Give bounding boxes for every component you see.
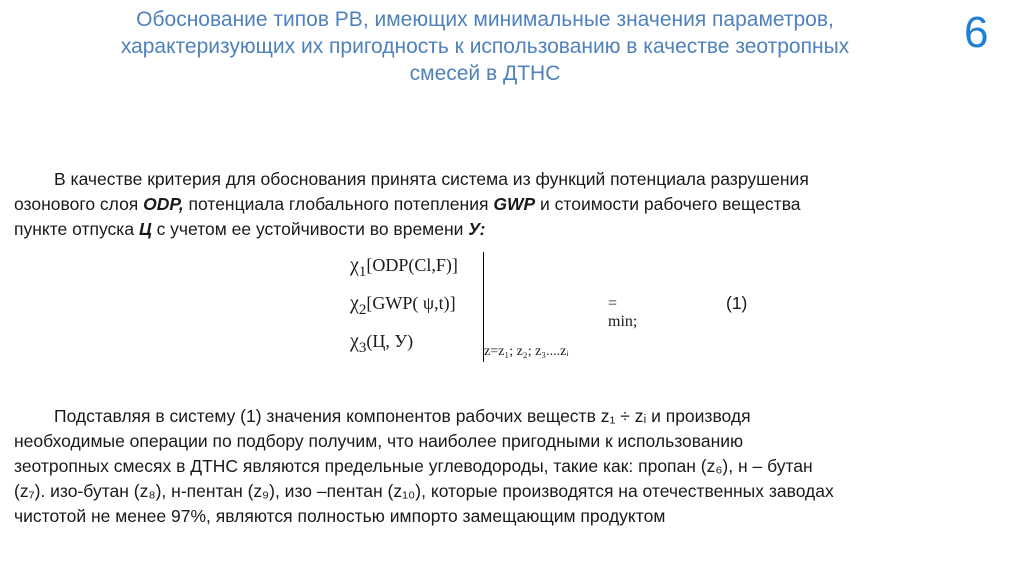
formula-row-3 <box>350 330 414 356</box>
criteria-line-3 <box>14 217 1024 242</box>
criteria-text: пункте отпуска <box>14 219 139 239</box>
criteria-line-1: В качестве критерия для обоснования принята система из функций потенциала разрушения <box>54 169 809 189</box>
formula-subscript: z=z₁; z₂; z₃....zᵢ <box>484 344 569 359</box>
criteria-text: озонового слоя <box>14 194 144 214</box>
title-line-1: Обоснование типов РВ, имеющих минимальные значения параметров, <box>136 8 834 31</box>
formula-result: = min; <box>608 295 638 330</box>
criteria-text: потенциала глобального потепления <box>183 194 494 214</box>
slide-title <box>30 6 940 87</box>
conclusion-line: чистотой не менее 97%, являются полностью импорто замещающим продуктом <box>14 506 666 526</box>
chi-symbol: χ <box>350 254 359 276</box>
gwp-term: GWP <box>493 194 536 214</box>
title-line-3: смесей в ДТНС <box>409 62 561 85</box>
chi-symbol: χ <box>350 330 359 352</box>
criteria-paragraph <box>14 167 1024 242</box>
odp-term: ODP, <box>143 194 184 214</box>
conclusion-line: (z₇). изо-бутан (z₈), н-пентан (z₉), изо –пентан (z₁₀), которые производятся на отечественных заводах <box>14 481 834 501</box>
formula-term: [GWP( ψ,t)] <box>366 293 456 313</box>
formula-row-1 <box>350 254 458 280</box>
cost-term: Ц <box>138 219 152 239</box>
chi-index: 3 <box>358 340 367 356</box>
formula-row-2 <box>350 292 456 318</box>
criteria-line-2 <box>14 192 1024 217</box>
conclusion-line: необходимые операции по подбору получим, что наиболее пригодными к использованию <box>14 431 744 451</box>
title-line-2: характеризующих их пригодность к использованию в качестве зеотропных <box>120 35 850 58</box>
criteria-text: с учетом ее устойчивости во времени <box>151 219 469 239</box>
conclusion-line: зеотропных смесях в ДТНС являются предельные углеводороды, такие как: пропан (z₆), н – бутан <box>14 456 813 476</box>
page-number: 6 <box>964 8 989 57</box>
criteria-text: и стоимости рабочего вещества <box>535 194 801 214</box>
chi-symbol: χ <box>350 292 359 314</box>
chi-index: 1 <box>358 264 367 280</box>
criteria-formula <box>350 252 650 367</box>
conclusion-paragraph <box>14 404 1024 529</box>
formula-term: [ODP(Cl,F)] <box>366 255 458 275</box>
formula-number: (1) <box>726 293 748 313</box>
stability-term: У: <box>468 219 486 239</box>
conclusion-line: Подставляя в систему (1) значения компонентов рабочих веществ z₁ ÷ zᵢ и производя <box>54 406 751 426</box>
formula-term: (Ц, У) <box>366 331 414 351</box>
chi-index: 2 <box>358 302 367 318</box>
